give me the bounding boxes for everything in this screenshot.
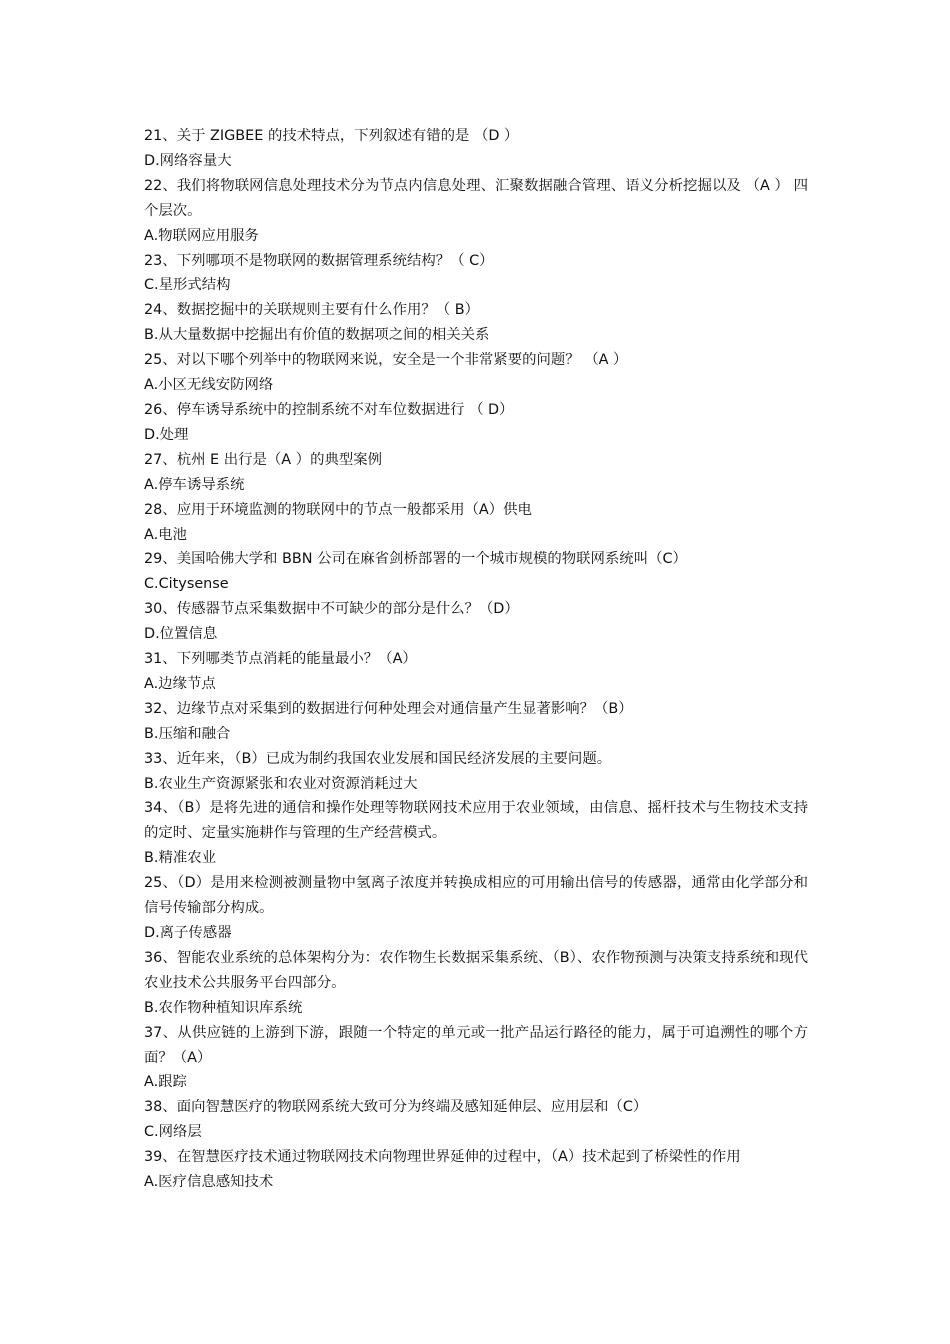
answer-33: B.农业生产资源紧张和农业对资源消耗过大 xyxy=(144,775,418,792)
question-33: 33、近年来，（B）已成为制约我国农业发展和国民经济发展的主要问题。 xyxy=(144,750,612,767)
answer-28: A.电池 xyxy=(144,526,187,543)
document-body xyxy=(144,124,808,1195)
question-27: 27、杭州 E 出行是（A ）的典型案例 xyxy=(144,451,383,468)
answer-34: B.精准农业 xyxy=(144,850,217,867)
question-30: 30、传感器节点采集数据中不可缺少的部分是什么？（D） xyxy=(144,601,519,618)
answer-23: C.星形式结构 xyxy=(144,277,231,294)
question-22: 22、我们将物联网信息处理技术分为节点内信息处理、汇聚数据融合管理、语义分析挖掘以及 （A ） 四个层次。 xyxy=(144,177,808,219)
answer-24: B.从大量数据中挖掘出有价值的数据项之间的相关关系 xyxy=(144,327,490,344)
question-38: 38、面向智慧医疗的物联网系统大致可分为终端及感知延伸层、应用层和（C） xyxy=(144,1099,648,1116)
question-21: 21、关于 ZIGBEE 的技术特点，下列叙述有错的是 （D ） xyxy=(144,128,519,144)
answer-39: A.医疗信息感知技术 xyxy=(144,1174,274,1191)
answer-22: A.物联网应用服务 xyxy=(144,227,259,244)
answer-31: A.边缘节点 xyxy=(144,675,216,692)
question-32: 32、边缘节点对采集到的数据进行何种处理会对通信量产生显著影响？（B） xyxy=(144,700,633,717)
answer-36: B.农作物种植知识库系统 xyxy=(144,999,303,1016)
question-35: 25、（D）是用来检测被测量物中氢离子浓度并转换成相应的可用输出信号的传感器，通常由化学部分和信号传输部分构成。 xyxy=(144,875,808,917)
answer-27: A.停车诱导系统 xyxy=(144,476,245,493)
answer-25: A.小区无线安防网络 xyxy=(144,377,274,394)
question-36: 36、智能农业系统的总体架构分为：农作物生长数据采集系统、（B）、农作物预测与决策支持系统和现代农业技术公共服务平台四部分。 xyxy=(144,949,808,991)
question-31: 31、下列哪类节点消耗的能量最小？（A） xyxy=(144,651,417,668)
answer-38: C.网络层 xyxy=(144,1124,202,1141)
answer-37: A.跟踪 xyxy=(144,1074,187,1091)
question-28: 28、应用于环境监测的物联网中的节点一般都采用（A）供电 xyxy=(144,501,532,518)
answer-30: D.位置信息 xyxy=(144,626,218,643)
question-25: 25、对以下哪个列举中的物联网来说，安全是一个非常紧要的问题？ （A ） xyxy=(144,352,628,369)
question-24: 24、数据挖掘中的关联规则主要有什么作用？（ B） xyxy=(144,302,479,319)
answer-21: D.网络容量大 xyxy=(144,152,232,169)
question-23: 23、下列哪项不是物联网的数据管理系统结构？（ C） xyxy=(144,252,494,269)
answer-29: C.Citysense xyxy=(144,576,229,593)
answer-32: B.压缩和融合 xyxy=(144,725,231,742)
question-29: 29、美国哈佛大学和 BBN 公司在麻省剑桥部署的一个城市规模的物联网系统叫（C） xyxy=(144,551,687,568)
answer-26: D.处理 xyxy=(144,426,189,443)
question-37: 37、从供应链的上游到下游，跟随一个特定的单元或一批产品运行路径的能力，属于可追溯性的哪个方面？（A） xyxy=(144,1024,808,1066)
question-34: 34、（B）是将先进的通信和操作处理等物联网技术应用于农业领域，由信息、摇杆技术与生物技术支持的定时、定量实施耕作与管理的生产经营模式。 xyxy=(144,800,808,842)
question-39: 39、在智慧医疗技术通过物联网技术向物理世界延伸的过程中，（A）技术起到了桥梁性的作用 xyxy=(144,1149,741,1166)
answer-35: D.离子传感器 xyxy=(144,925,232,941)
question-26: 26、停车诱导系统中的控制系统不对车位数据进行 （ D） xyxy=(144,401,514,418)
